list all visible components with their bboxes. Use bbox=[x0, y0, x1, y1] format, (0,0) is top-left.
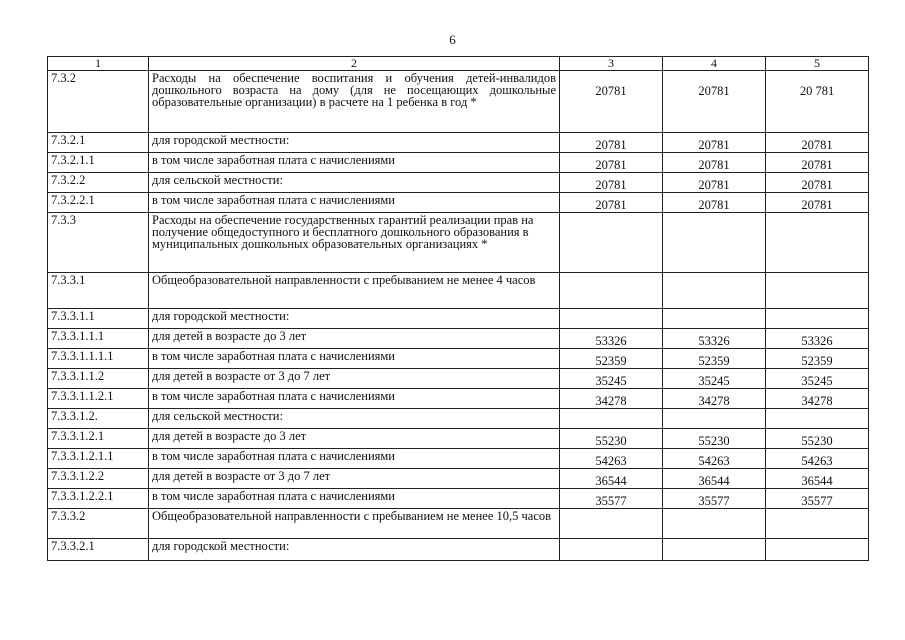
table-row bbox=[48, 489, 869, 509]
row-description: в том числе заработная плата с начислениями bbox=[149, 489, 560, 509]
value-col-4 bbox=[663, 213, 766, 273]
value-col-4 bbox=[663, 409, 766, 429]
table-row bbox=[48, 309, 869, 329]
table-row bbox=[48, 449, 869, 469]
table-row bbox=[48, 213, 869, 273]
row-code: 7.3.3.1.1.1 bbox=[48, 329, 149, 349]
row-description: для детей в возрасте до 3 лет bbox=[149, 329, 560, 349]
value-col-3: 35245 bbox=[560, 369, 663, 389]
table-row bbox=[48, 539, 869, 561]
table-row bbox=[48, 469, 869, 489]
table-row bbox=[48, 329, 869, 349]
table-row bbox=[48, 389, 869, 409]
value-col-5: 20781 bbox=[766, 173, 869, 193]
value-col-5: 20781 bbox=[766, 133, 869, 153]
value-col-4 bbox=[663, 539, 766, 561]
value-col-3 bbox=[560, 309, 663, 329]
value-col-3: 36544 bbox=[560, 469, 663, 489]
value-col-5: 36544 bbox=[766, 469, 869, 489]
row-code: 7.3.3.1.1 bbox=[48, 309, 149, 329]
value-col-4: 54263 bbox=[663, 449, 766, 469]
value-col-4: 20781 bbox=[663, 153, 766, 173]
value-col-5 bbox=[766, 539, 869, 561]
value-col-3: 20781 bbox=[560, 133, 663, 153]
table-row bbox=[48, 429, 869, 449]
value-col-4: 20781 bbox=[663, 71, 766, 133]
value-col-5 bbox=[766, 273, 869, 309]
value-col-5: 55230 bbox=[766, 429, 869, 449]
value-col-5: 20781 bbox=[766, 193, 869, 213]
column-header-3: 3 bbox=[560, 57, 663, 71]
budget-norms-table bbox=[47, 56, 869, 561]
table-row bbox=[48, 173, 869, 193]
table-header-row bbox=[48, 57, 869, 71]
value-col-5: 52359 bbox=[766, 349, 869, 369]
row-code: 7.3.2.1 bbox=[48, 133, 149, 153]
column-header-2: 2 bbox=[149, 57, 560, 71]
value-col-4 bbox=[663, 273, 766, 309]
row-code: 7.3.3.2.1 bbox=[48, 539, 149, 561]
value-col-5: 20 781 bbox=[766, 71, 869, 133]
row-code: 7.3.3.2 bbox=[48, 509, 149, 539]
row-code: 7.3.3 bbox=[48, 213, 149, 273]
page-number: 6 bbox=[449, 32, 456, 47]
column-header-4: 4 bbox=[663, 57, 766, 71]
value-col-4 bbox=[663, 509, 766, 539]
value-col-3: 52359 bbox=[560, 349, 663, 369]
value-col-5 bbox=[766, 213, 869, 273]
row-description: для городской местности: bbox=[149, 539, 560, 561]
row-code: 7.3.3.1.2.2.1 bbox=[48, 489, 149, 509]
value-col-4: 55230 bbox=[663, 429, 766, 449]
table-row bbox=[48, 509, 869, 539]
row-description: для детей в возрасте от 3 до 7 лет bbox=[149, 469, 560, 489]
row-description: в том числе заработная плата с начислениями bbox=[149, 449, 560, 469]
value-col-4: 52359 bbox=[663, 349, 766, 369]
value-col-4: 35245 bbox=[663, 369, 766, 389]
row-code: 7.3.3.1.1.2.1 bbox=[48, 389, 149, 409]
value-col-3 bbox=[560, 539, 663, 561]
value-col-5 bbox=[766, 309, 869, 329]
value-col-5: 53326 bbox=[766, 329, 869, 349]
row-description: Общеобразовательной направленности с пребыванием не менее 4 часов bbox=[149, 273, 560, 309]
row-description: в том числе заработная плата с начислениями bbox=[149, 193, 560, 213]
row-description: Расходы на обеспечение воспитания и обучения детей-инвалидов дошкольного возраста на дому (для не посещающих дошкольные образовательные организации) в расчете на 1 ребенка в год * bbox=[149, 71, 560, 133]
value-col-4: 53326 bbox=[663, 329, 766, 349]
value-col-5: 35577 bbox=[766, 489, 869, 509]
row-description: для сельской местности: bbox=[149, 173, 560, 193]
value-col-3: 20781 bbox=[560, 153, 663, 173]
value-col-3 bbox=[560, 273, 663, 309]
value-col-3: 53326 bbox=[560, 329, 663, 349]
value-col-4: 35577 bbox=[663, 489, 766, 509]
value-col-4 bbox=[663, 309, 766, 329]
value-col-3: 34278 bbox=[560, 389, 663, 409]
value-col-3: 54263 bbox=[560, 449, 663, 469]
row-code: 7.3.3.1.2.2 bbox=[48, 469, 149, 489]
row-code: 7.3.2.2 bbox=[48, 173, 149, 193]
row-code: 7.3.3.1.2.1.1 bbox=[48, 449, 149, 469]
row-description: в том числе заработная плата с начислениями bbox=[149, 389, 560, 409]
table-row bbox=[48, 153, 869, 173]
value-col-4: 34278 bbox=[663, 389, 766, 409]
row-code: 7.3.3.1.1.2 bbox=[48, 369, 149, 389]
table-row bbox=[48, 349, 869, 369]
value-col-4: 20781 bbox=[663, 133, 766, 153]
row-code: 7.3.3.1.2. bbox=[48, 409, 149, 429]
row-description: для детей в возрасте до 3 лет bbox=[149, 429, 560, 449]
row-code: 7.3.2.1.1 bbox=[48, 153, 149, 173]
value-col-4: 36544 bbox=[663, 469, 766, 489]
value-col-5: 34278 bbox=[766, 389, 869, 409]
row-description: Общеобразовательной направленности с пребыванием не менее 10,5 часов bbox=[149, 509, 560, 539]
row-code: 7.3.3.1.1.1.1 bbox=[48, 349, 149, 369]
value-col-5: 20781 bbox=[766, 153, 869, 173]
column-header-5: 5 bbox=[766, 57, 869, 71]
row-description: для городской местности: bbox=[149, 133, 560, 153]
row-description: для детей в возрасте от 3 до 7 лет bbox=[149, 369, 560, 389]
row-description: для городской местности: bbox=[149, 309, 560, 329]
value-col-3: 35577 bbox=[560, 489, 663, 509]
row-code: 7.3.2.2.1 bbox=[48, 193, 149, 213]
value-col-3: 55230 bbox=[560, 429, 663, 449]
value-col-3 bbox=[560, 509, 663, 539]
row-description: для сельской местности: bbox=[149, 409, 560, 429]
value-col-5: 35245 bbox=[766, 369, 869, 389]
table-row bbox=[48, 133, 869, 153]
value-col-3: 20781 bbox=[560, 71, 663, 133]
value-col-3: 20781 bbox=[560, 193, 663, 213]
value-col-5 bbox=[766, 509, 869, 539]
row-code: 7.3.2 bbox=[48, 71, 149, 133]
row-code: 7.3.3.1.2.1 bbox=[48, 429, 149, 449]
value-col-4: 20781 bbox=[663, 193, 766, 213]
value-col-3: 20781 bbox=[560, 173, 663, 193]
column-header-1: 1 bbox=[48, 57, 149, 71]
row-description: Расходы на обеспечение государственных гарантий реализации прав на получение общедоступного и бесплатного дошкольного образования в муниципальных дошкольных образовательных организациях * bbox=[149, 213, 560, 273]
table-row bbox=[48, 71, 869, 133]
table-row bbox=[48, 409, 869, 429]
value-col-5: 54263 bbox=[766, 449, 869, 469]
table-row bbox=[48, 273, 869, 309]
value-col-3 bbox=[560, 213, 663, 273]
row-code: 7.3.3.1 bbox=[48, 273, 149, 309]
row-description: в том числе заработная плата с начислениями bbox=[149, 153, 560, 173]
table-row bbox=[48, 369, 869, 389]
value-col-5 bbox=[766, 409, 869, 429]
value-col-4: 20781 bbox=[663, 173, 766, 193]
value-col-3 bbox=[560, 409, 663, 429]
table-row bbox=[48, 193, 869, 213]
row-description: в том числе заработная плата с начислениями bbox=[149, 349, 560, 369]
